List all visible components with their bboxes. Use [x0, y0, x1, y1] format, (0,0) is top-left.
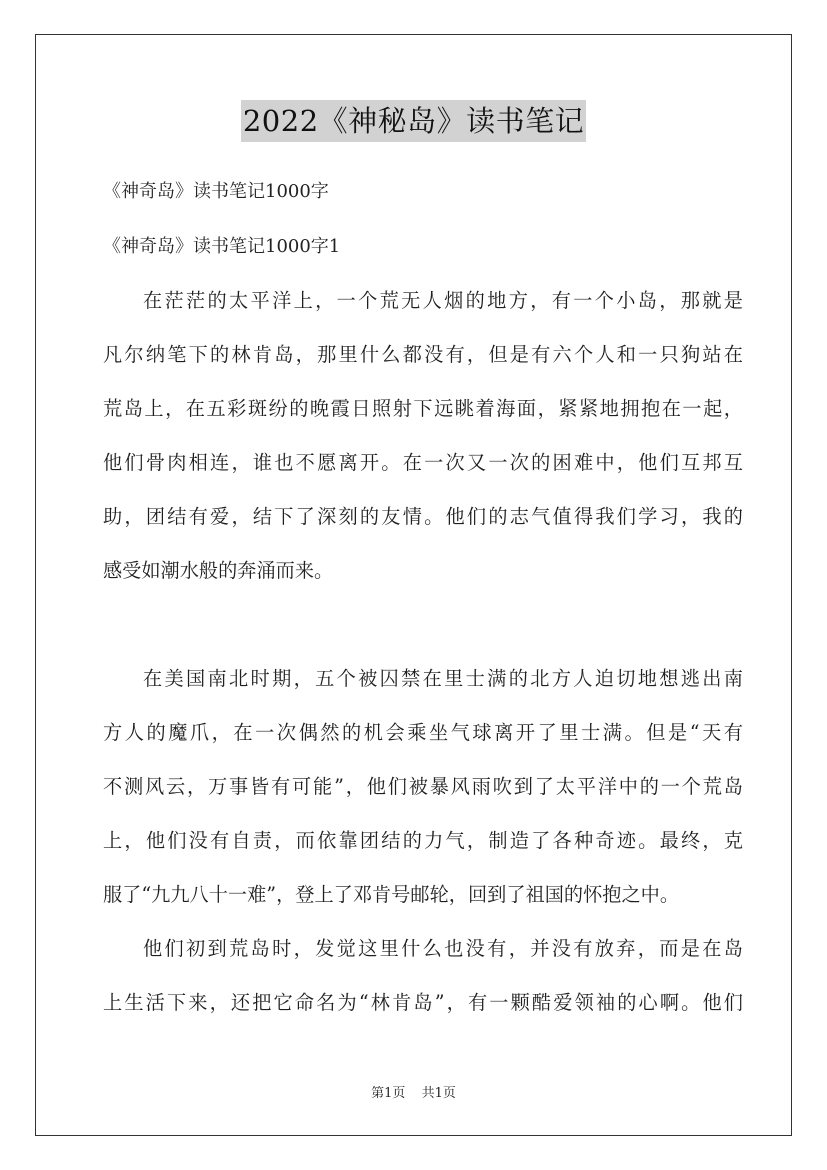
page-number-current: 第1页	[371, 1086, 406, 1101]
paragraph-3	[103, 922, 743, 1030]
paragraph-line: 凡尔纳笔下的林肯岛，那里什么都没有，但是有六个人和一只狗站在	[103, 343, 743, 366]
paragraph-line: 上生活下来，还把它命名为“林肯岛”，有一颗酷爱领袖的心啊。他们	[103, 991, 743, 1014]
paragraph-line: 方人的魔爪，在一次偶然的机会乘坐气球离开了里士满。但是“天有	[103, 721, 743, 744]
paragraph-2	[103, 652, 743, 922]
paragraph-line: 荒岛上，在五彩斑纷的晚霞日照射下远眺着海面，紧紧地拥抱在一起，	[103, 397, 743, 420]
paragraph-line: 他们骨肉相连，谁也不愿离开。在一次又一次的困难中，他们互邦互	[103, 451, 743, 474]
paragraph-line: 感受如潮水般的奔涌而来。	[103, 559, 334, 582]
paragraph-line: 不测风云，万事皆有可能”，他们被暴风雨吹到了太平洋中的一个荒岛	[103, 775, 743, 798]
paragraph-line: 服了“九九八十一难”，登上了邓肯号邮轮，回到了祖国的怀抱之中。	[103, 883, 680, 906]
document-title: 2022《神秘岛》读书笔记	[241, 100, 586, 142]
page-footer	[0, 1082, 827, 1101]
paragraph-line: 他们初到荒岛时，发觉这里什么也没有，并没有放弃，而是在岛	[143, 937, 743, 960]
subtitle-line-1: 《神奇岛》读书笔记1000字	[103, 181, 329, 202]
subtitle-line-2: 《神奇岛》读书笔记1000字1	[103, 236, 341, 257]
page-number-total: 共1页	[421, 1086, 456, 1101]
paragraph-line: 在茫茫的太平洋上，一个荒无人烟的地方，有一个小岛，那就是	[143, 289, 743, 312]
paragraph-line: 助，团结有爱，结下了深刻的友情。他们的志气值得我们学习，我的	[103, 505, 743, 528]
title-container	[0, 100, 827, 142]
paragraph-line: 在美国南北时期，五个被囚禁在里士满的北方人迫切地想逃出南	[143, 667, 743, 690]
paragraph-1	[103, 274, 743, 598]
paragraph-line: 上，他们没有自责，而依靠团结的力气，制造了各种奇迹。最终，克	[103, 829, 743, 852]
